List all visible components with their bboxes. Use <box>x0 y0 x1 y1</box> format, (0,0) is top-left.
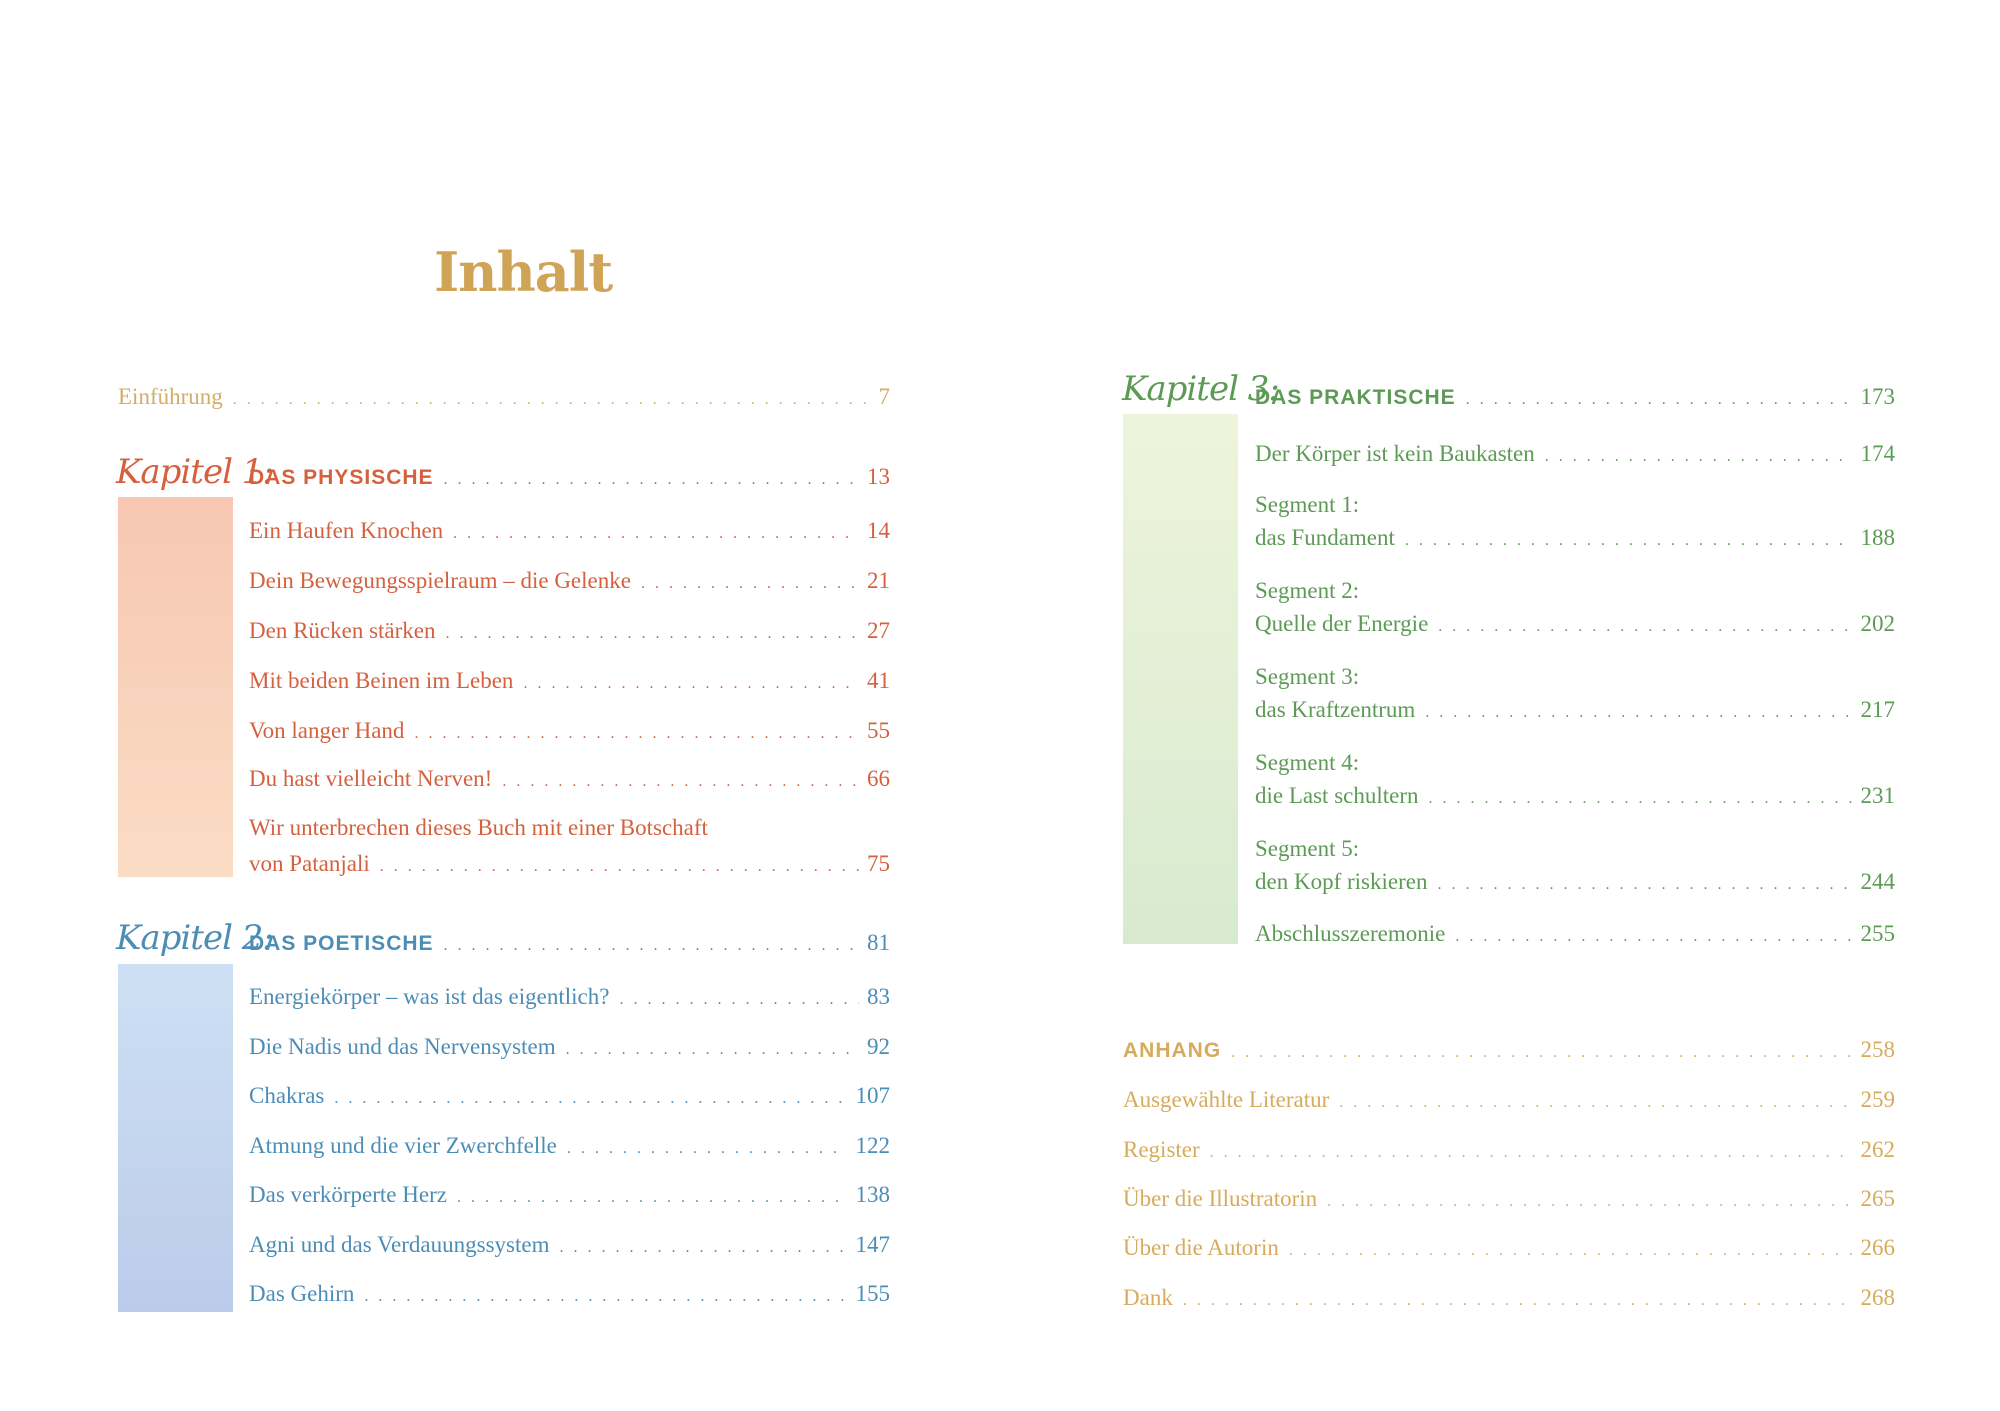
toc-entry[interactable] <box>1123 1231 1895 1268</box>
chapter-3-label: Kapitel 3: <box>1122 369 1279 409</box>
toc-entry-page: 188 <box>1860 525 1895 550</box>
toc-entry-label: die Last schultern <box>1255 783 1419 808</box>
toc-entry-label: Dank <box>1123 1285 1173 1310</box>
toc-entry-label: von Patanjali <box>249 851 370 876</box>
toc-entry-page: 259 <box>1860 1087 1895 1112</box>
toc-entry[interactable] <box>1255 779 1895 816</box>
toc-entry[interactable] <box>1255 437 1895 474</box>
dot-leader <box>444 463 859 497</box>
dot-leader <box>567 1132 848 1166</box>
toc-entry[interactable] <box>1123 1083 1895 1120</box>
toc-entry-label: Den Rücken stärken <box>249 618 436 643</box>
toc-entry-page: 21 <box>867 568 890 593</box>
toc-entry[interactable] <box>249 714 890 751</box>
toc-chapter-2-heading[interactable] <box>249 926 890 963</box>
toc-entry-label: Ein Haufen Knochen <box>249 518 444 543</box>
dot-leader <box>1210 1136 1853 1170</box>
toc-entry[interactable] <box>249 1079 890 1116</box>
toc-entry-label: Ausgewählte Literatur <box>1123 1087 1330 1112</box>
toc-entry[interactable] <box>1255 917 1895 954</box>
toc-entry[interactable] <box>1123 1281 1895 1318</box>
toc-entry-page: 155 <box>855 1281 890 1306</box>
dot-leader <box>1339 1086 1852 1120</box>
chapter-2-label: Kapitel 2: <box>116 918 273 958</box>
toc-entry-label-line1: Segment 4: <box>1255 750 1360 775</box>
toc-entry[interactable] <box>249 664 890 701</box>
toc-entry-page: 92 <box>867 1034 890 1059</box>
dot-leader <box>502 765 859 799</box>
toc-entry-label: Register <box>1123 1137 1200 1162</box>
toc-entry-label: Der Körper ist kein Baukasten <box>1255 441 1535 466</box>
toc-entry-label: Energiekörper – was ist das eigentlich? <box>249 984 610 1009</box>
toc-entry[interactable] <box>1255 521 1895 558</box>
toc-entry-label: Über die Autorin <box>1123 1235 1279 1260</box>
toc-entry[interactable] <box>1255 607 1895 644</box>
toc-entry-label-line1: Segment 1: <box>1255 492 1360 517</box>
toc-entry[interactable] <box>1255 693 1895 730</box>
toc-entry-label: das Fundament <box>1255 525 1395 550</box>
toc-entry-page: 122 <box>855 1133 890 1158</box>
toc-entry-page: 83 <box>867 984 890 1009</box>
page-title: Inhalt <box>434 240 613 304</box>
dot-leader <box>1429 782 1853 816</box>
toc-entry-page: 255 <box>1860 921 1895 946</box>
toc-entry-label: Die Nadis und das Nervensystem <box>249 1034 556 1059</box>
toc-entry-label-line1: Segment 5: <box>1255 836 1360 861</box>
dot-leader <box>1466 383 1853 417</box>
toc-entry[interactable] <box>1123 1133 1895 1170</box>
chapter-3-title: DAS PRAKTISCHE <box>1255 386 1456 409</box>
toc-entry[interactable] <box>249 1129 890 1166</box>
toc-entry[interactable] <box>1123 1182 1895 1219</box>
toc-entry-label-line1: Wir unterbrechen dieses Buch mit einer Botschaft <box>249 815 708 840</box>
dot-leader <box>559 1231 847 1265</box>
toc-entry-page: 265 <box>1860 1186 1895 1211</box>
dot-leader <box>380 850 859 884</box>
toc-entry-label: den Kopf riskieren <box>1255 869 1428 894</box>
toc-entry[interactable] <box>249 564 890 601</box>
toc-entry-page: 75 <box>867 851 890 876</box>
toc-entry-page: 14 <box>867 518 890 543</box>
dot-leader <box>444 929 859 963</box>
toc-entry-label: Einführung <box>118 384 223 409</box>
toc-entry[interactable] <box>249 1030 890 1067</box>
toc-entry-label: Atmung und die vier Zwerchfelle <box>249 1133 557 1158</box>
chapter-1-title: DAS PHYSISCHE <box>249 466 434 489</box>
toc-entry-page: 173 <box>1860 384 1895 409</box>
toc-entry-page: 107 <box>855 1083 890 1108</box>
dot-leader <box>457 1181 848 1215</box>
dot-leader <box>1183 1284 1853 1318</box>
toc-entry[interactable] <box>249 847 890 884</box>
toc-entry-page: 202 <box>1860 611 1895 636</box>
toc-entry-page: 55 <box>867 718 890 743</box>
toc-entry-page: 27 <box>867 618 890 643</box>
toc-entry-page: 266 <box>1860 1235 1895 1260</box>
toc-entry-page: 258 <box>1860 1037 1895 1062</box>
toc-entry-label: Dein Bewegungsspielraum – die Gelenke <box>249 568 631 593</box>
toc-entry-label: Über die Illustratorin <box>1123 1186 1318 1211</box>
toc-entry[interactable] <box>1255 865 1895 902</box>
toc-entry[interactable] <box>249 614 890 651</box>
toc-entry-page: 268 <box>1860 1285 1895 1310</box>
toc-entry-page: 244 <box>1860 869 1895 894</box>
toc-entry-page: 217 <box>1860 697 1895 722</box>
toc-entry-label: Von langer Hand <box>249 718 405 743</box>
toc-entry-page: 231 <box>1860 783 1895 808</box>
toc-chapter-3-heading[interactable] <box>1255 380 1895 417</box>
toc-entry-label: Quelle der Energie <box>1255 611 1429 636</box>
dot-leader <box>233 383 871 417</box>
dot-leader <box>619 983 859 1017</box>
dot-leader <box>1231 1036 1852 1070</box>
toc-entry-page: 13 <box>867 464 890 489</box>
toc-entry-page: 41 <box>867 668 890 693</box>
dot-leader <box>1437 868 1852 902</box>
dot-leader <box>1327 1185 1852 1219</box>
toc-entry-label: Du hast vielleicht Nerven! <box>249 766 493 791</box>
dot-leader <box>334 1082 847 1116</box>
toc-entry-page: 66 <box>867 766 890 791</box>
toc-entry[interactable] <box>249 762 890 799</box>
chapter-1-color-bar <box>118 497 233 877</box>
toc-entry-page: 81 <box>867 930 890 955</box>
toc-entry-intro[interactable] <box>118 380 890 417</box>
chapter-2-color-bar <box>118 964 233 1312</box>
dot-leader <box>414 717 859 751</box>
toc-entry-page: 174 <box>1860 441 1895 466</box>
dot-leader <box>1405 524 1853 558</box>
dot-leader <box>453 517 859 551</box>
dot-leader <box>523 667 859 701</box>
toc-entry-label: Agni und das Verdauungssystem <box>249 1232 550 1257</box>
toc-entry-page: 7 <box>878 384 890 409</box>
toc-entry[interactable] <box>249 980 890 1017</box>
dot-leader <box>446 617 860 651</box>
toc-entry-label: Abschlusszeremonie <box>1255 921 1446 946</box>
dot-leader <box>566 1033 859 1067</box>
toc-entry-label: Chakras <box>249 1083 325 1108</box>
dot-leader <box>364 1280 847 1314</box>
dot-leader <box>1438 610 1852 644</box>
toc-entry[interactable] <box>249 1178 890 1215</box>
toc-entry-page: 138 <box>855 1182 890 1207</box>
dot-leader <box>1455 920 1852 954</box>
toc-entry-label: das Kraftzentrum <box>1255 697 1416 722</box>
dot-leader <box>1425 696 1852 730</box>
toc-entry-label: Das Gehirn <box>249 1281 355 1306</box>
toc-entry-label-line1: Segment 2: <box>1255 578 1360 603</box>
chapter-2-title: DAS POETISCHE <box>249 932 434 955</box>
toc-entry-label: Das verkörperte Herz <box>249 1182 447 1207</box>
dot-leader <box>641 567 859 601</box>
toc-entry-page: 147 <box>855 1232 890 1257</box>
toc-entry[interactable] <box>249 1228 890 1265</box>
toc-entry[interactable] <box>249 514 890 551</box>
toc-chapter-1-heading[interactable] <box>249 460 890 497</box>
appendix-title: ANHANG <box>1123 1039 1222 1062</box>
toc-entry-label: Mit beiden Beinen im Leben <box>249 668 514 693</box>
chapter-3-color-bar <box>1123 414 1238 944</box>
toc-appendix-heading[interactable] <box>1123 1033 1895 1070</box>
toc-entry[interactable] <box>249 1277 890 1314</box>
toc-entry-label-line1: Segment 3: <box>1255 664 1360 689</box>
dot-leader <box>1545 440 1853 474</box>
dot-leader <box>1289 1234 1853 1268</box>
toc-entry-page: 262 <box>1860 1137 1895 1162</box>
chapter-1-label: Kapitel 1: <box>116 452 273 492</box>
